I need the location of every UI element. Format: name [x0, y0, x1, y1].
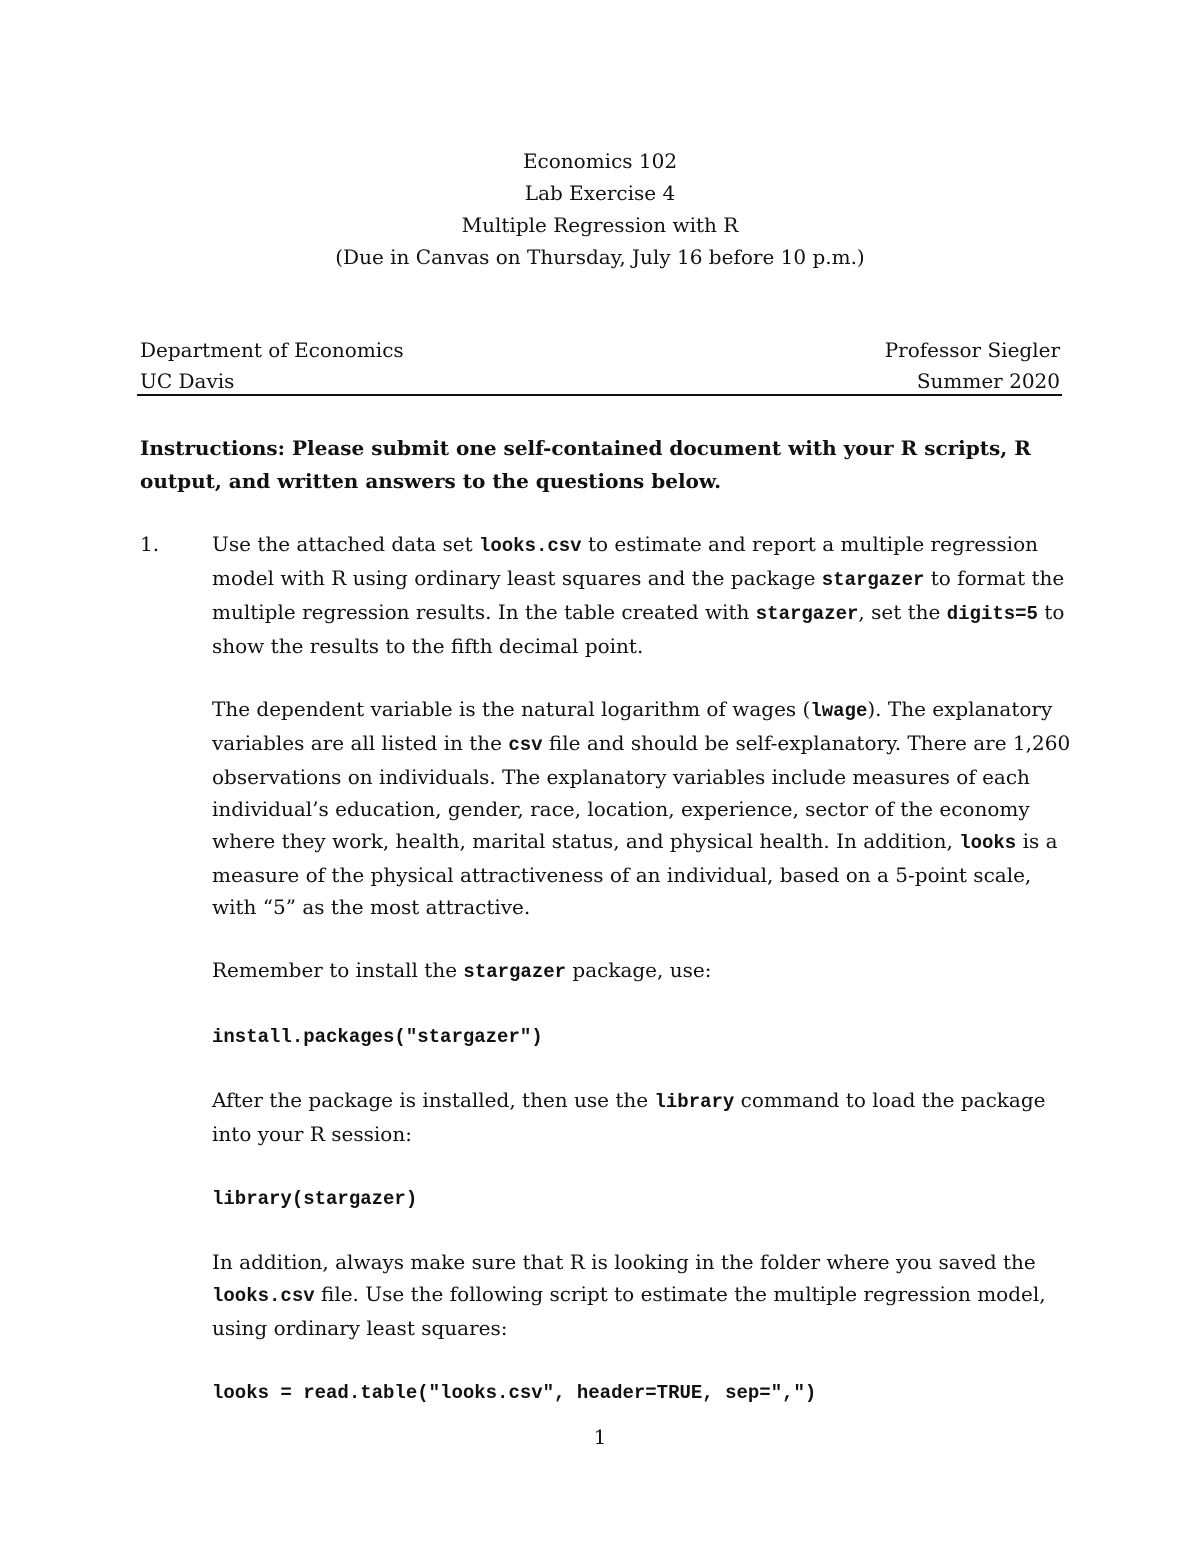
question-number: 1. — [140, 532, 160, 556]
text: In addition, always make sure that R is looking in the folder where you saved the — [212, 1250, 1036, 1274]
paragraph-5 — [212, 1246, 1072, 1344]
text: After the package is installed, then use the — [212, 1088, 655, 1112]
inline-code: csv — [508, 734, 543, 756]
text: The dependent variable is the natural logarithm of wages ( — [212, 697, 811, 721]
due-date: (Due in Canvas on Thursday, July 16 before 10 p.m.) — [335, 245, 865, 269]
text: ). The explanatory variables are all listed in the — [212, 697, 1053, 755]
code-block-install — [212, 1019, 1072, 1053]
text: Use the attached data set — [212, 532, 479, 556]
inline-code: library — [654, 1091, 735, 1113]
code: install.packages("stargazer") — [212, 1026, 543, 1048]
code-block-read-table — [212, 1375, 1072, 1409]
inline-code: looks — [959, 832, 1017, 854]
question-1-body — [212, 528, 1072, 1440]
info-row-1 — [140, 335, 1060, 366]
paragraph-3 — [212, 954, 1072, 988]
paragraph-2 — [212, 693, 1072, 923]
department: Department of Economics — [140, 338, 404, 362]
instructions: Instructions: Please submit one self-contained document with your R scripts, R output, and written answers to the questions below. — [140, 436, 1031, 493]
term: Summer 2020 — [916, 369, 1060, 393]
inline-code: stargazer — [821, 569, 925, 591]
info-row-2 — [140, 366, 1060, 397]
school: UC Davis — [140, 369, 235, 393]
text: to show the results to the fifth decimal point. — [212, 600, 1065, 658]
course-title: Economics 102 — [522, 149, 678, 173]
topic-title: Multiple Regression with R — [461, 213, 739, 237]
code-block-library — [212, 1181, 1072, 1215]
text: package, use: — [566, 958, 712, 982]
professor: Professor Siegler — [884, 338, 1060, 362]
text: to estimate and report a multiple regression model with R using ordinary least squares and the package — [212, 532, 1038, 590]
text: to format the multiple regression results. In the table created with — [212, 566, 1065, 624]
inline-code: stargazer — [463, 961, 567, 983]
inline-code: digits=5 — [946, 603, 1038, 625]
page-number: 1 — [593, 1425, 607, 1449]
text: is a measure of the physical attractiveness of an individual, based on a 5-point scale, with “5” as the most attractive. — [212, 829, 1058, 919]
paragraph-4 — [212, 1084, 1072, 1150]
lab-title: Lab Exercise 4 — [524, 181, 676, 205]
code: looks = read.table("looks.csv", header=TRUE, sep=",") — [212, 1382, 817, 1404]
text: command to load the package into your R session: — [212, 1088, 1046, 1146]
header-divider — [137, 394, 1062, 396]
text: Remember to install the — [212, 958, 464, 982]
code: library(stargazer) — [212, 1188, 418, 1210]
text: file. Use the following script to estimate the multiple regression model, using ordinary least squares: — [212, 1282, 1046, 1340]
inline-code: stargazer — [755, 603, 859, 625]
paragraph-1 — [212, 528, 1072, 662]
text: file and should be self-explanatory. There are 1,260 observations on individuals. The explanatory variables include measures of each individual’s education, gender, race, location, experience, sector of the economy where they work, health, marital status, and physical health. In addition, — [212, 731, 1071, 853]
text: , set the — [858, 600, 947, 624]
inline-code: looks.csv — [478, 535, 582, 557]
inline-code: lwage — [810, 700, 868, 722]
inline-code: looks.csv — [212, 1285, 315, 1307]
title-block — [0, 145, 1200, 273]
